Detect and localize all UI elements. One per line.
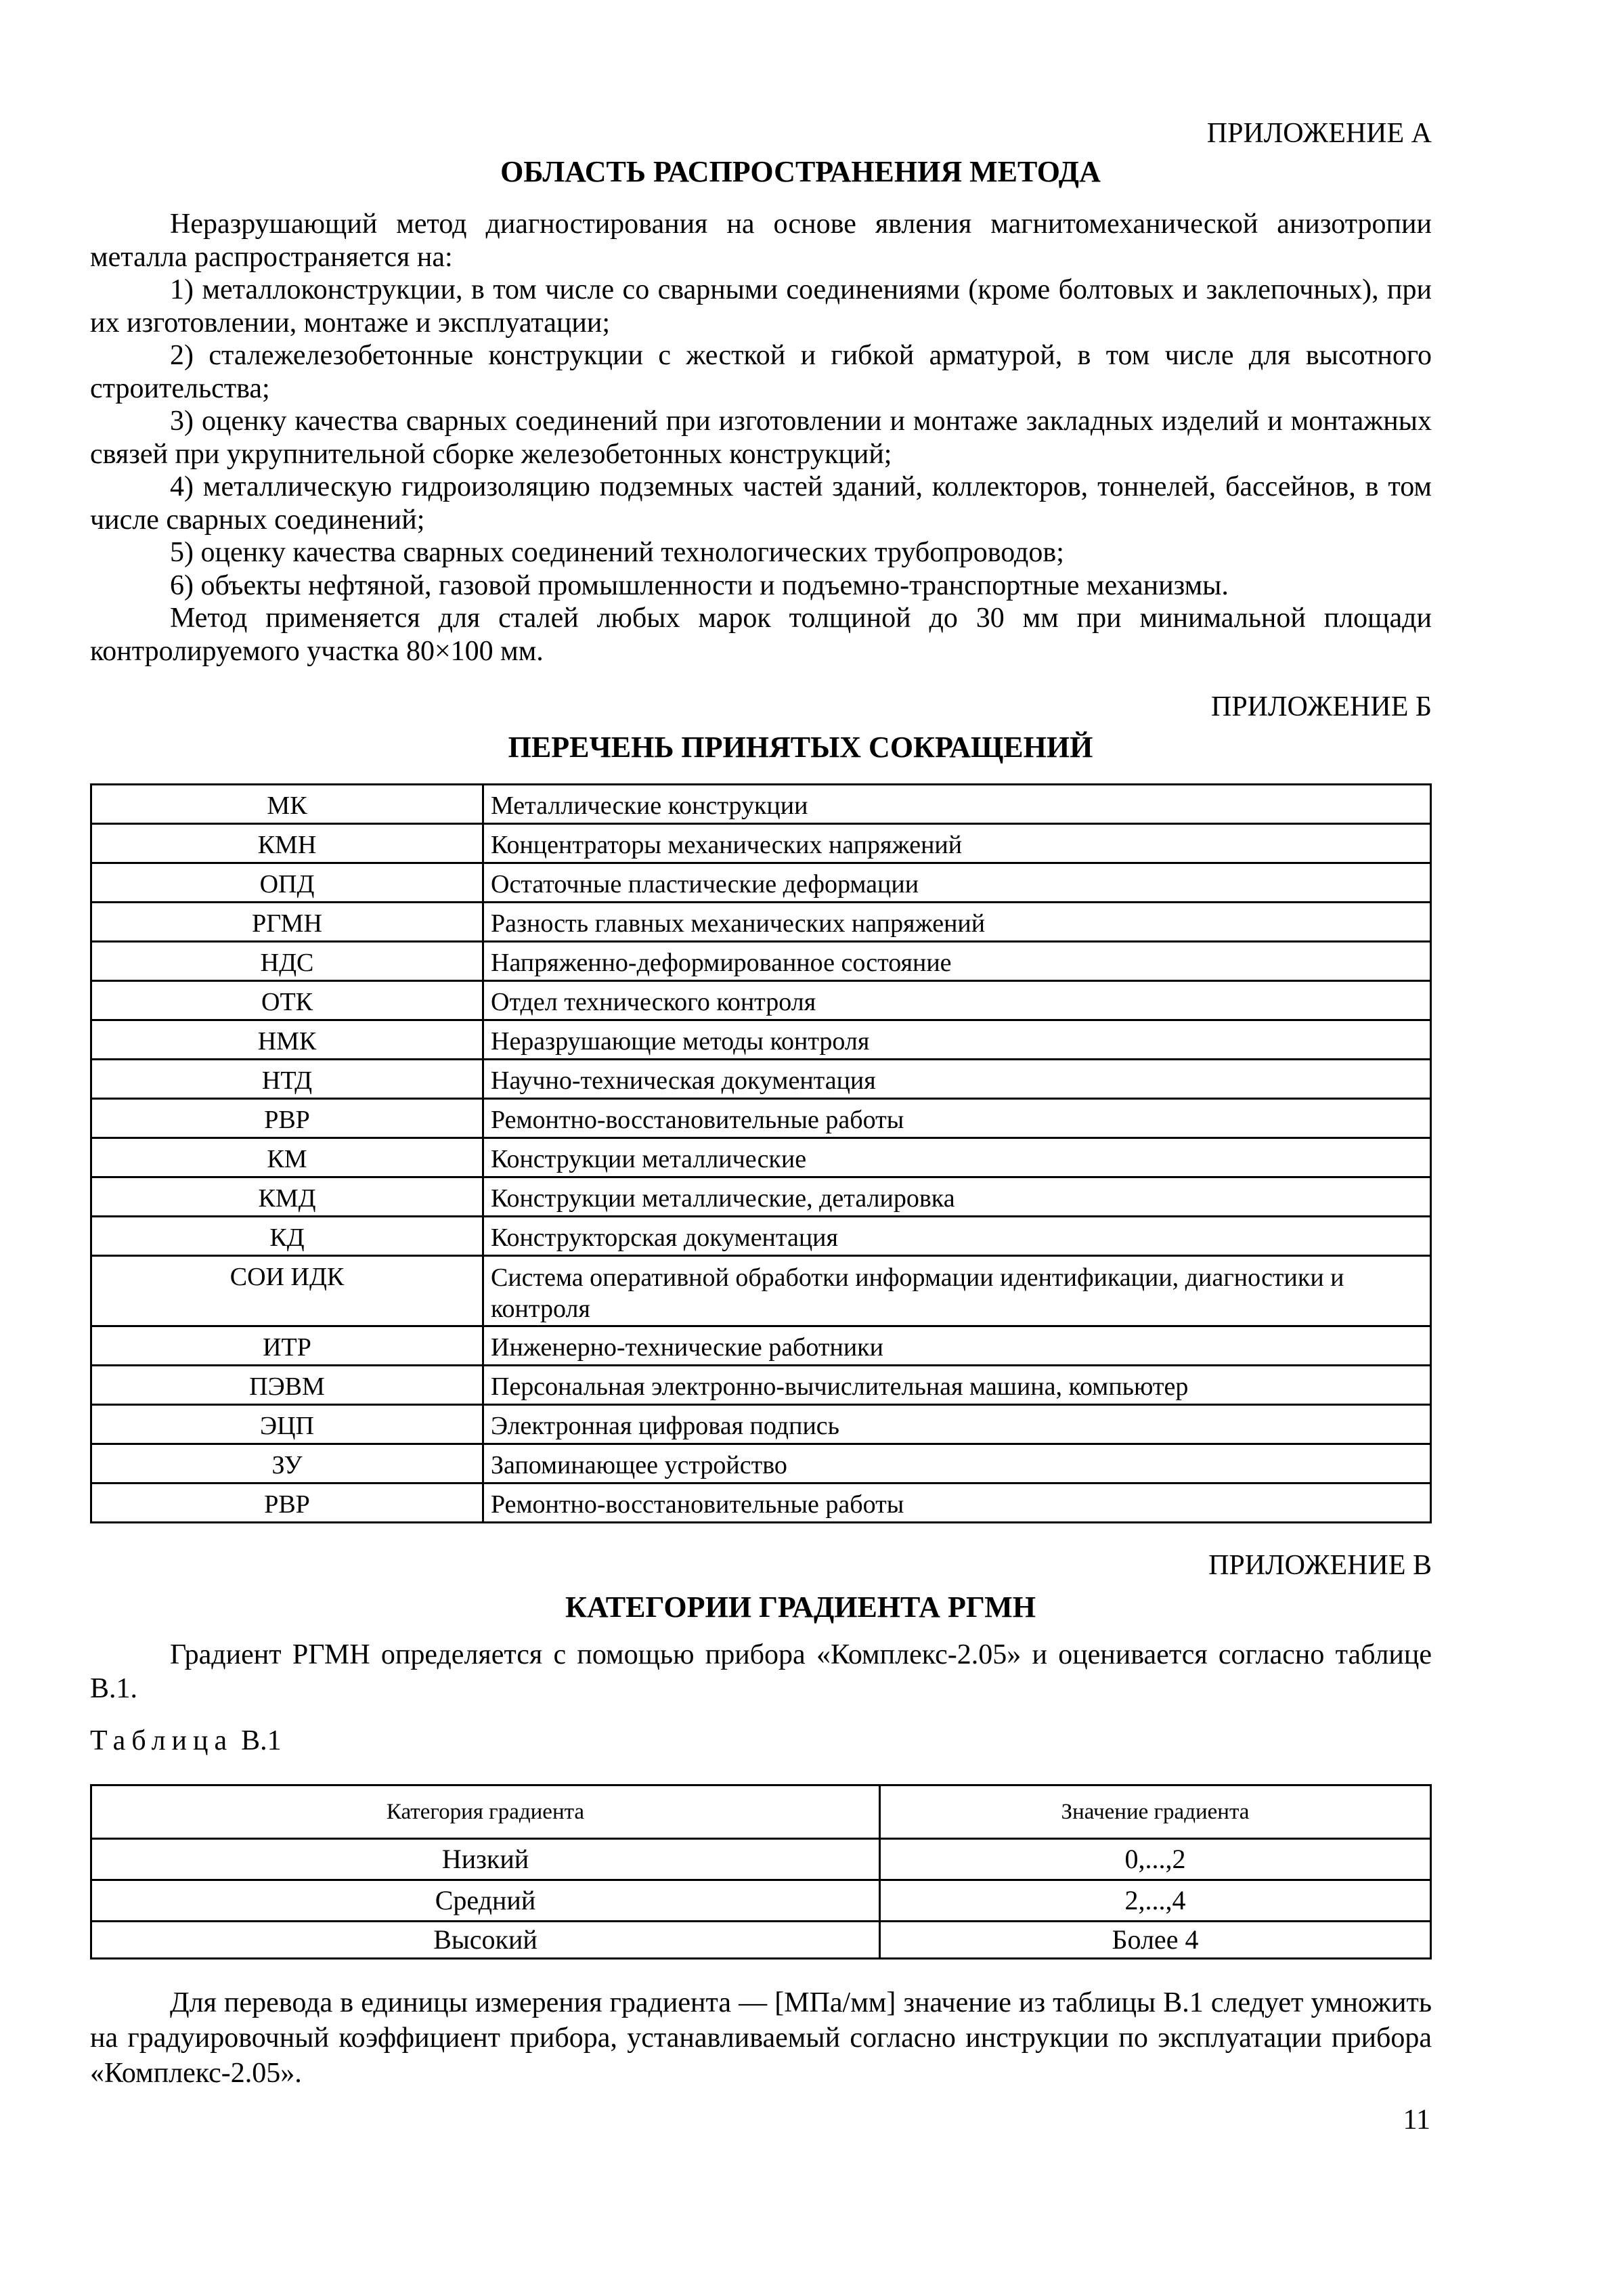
abbreviation-code: ИТР bbox=[91, 1326, 483, 1366]
table-row bbox=[91, 1177, 1431, 1217]
abbreviation-meaning: Отдел технического контроля bbox=[483, 981, 1431, 1020]
abbreviations-table bbox=[90, 783, 1432, 1523]
table-row bbox=[91, 1405, 1431, 1444]
abbreviation-code: КМ bbox=[91, 1138, 483, 1177]
appendix-b-label: ПРИЛОЖЕНИЕ Б bbox=[1210, 691, 1432, 722]
table-row bbox=[91, 1326, 1431, 1366]
gradient-category: Высокий bbox=[91, 1922, 880, 1959]
table-row bbox=[91, 1099, 1431, 1138]
abbreviation-meaning: Конструкции металлические bbox=[483, 1138, 1431, 1177]
abbreviation-code: РВР bbox=[91, 1483, 483, 1523]
list-item: 3) оценку качества сварных соединений при изготовлении и монтаже закладных изделий и монтажных связей при укрупнительной сборке железобетонных конструкций; bbox=[90, 406, 1432, 470]
appendix-a-title: ОБЛАСТЬ РАСПРОСТРАНЕНИЯ МЕТОДА bbox=[500, 155, 1101, 188]
abbreviation-code: МК bbox=[91, 785, 483, 824]
list-item: 1) металлоконструкции, в том числе со сварными соединениями (кроме болтовых и заклепочных), при их изготовлении, монтаже и эксплуатации; bbox=[90, 274, 1432, 339]
table-row bbox=[91, 1138, 1431, 1177]
paragraph: Градиент РГМН определяется с помощью прибора «Комплекс-2.05» и оценивается согласно таблице В.1. bbox=[90, 1639, 1432, 1704]
table-row bbox=[91, 1020, 1431, 1060]
abbreviation-code: СОИ ИДК bbox=[91, 1256, 483, 1326]
abbreviation-meaning: Конструкторская документация bbox=[483, 1217, 1431, 1256]
table-row bbox=[91, 1366, 1431, 1405]
table-row bbox=[91, 1217, 1431, 1256]
appendix-a-label: ПРИЛОЖЕНИЕ А bbox=[1206, 118, 1432, 149]
abbreviation-meaning: Электронная цифровая подпись bbox=[483, 1405, 1431, 1444]
abbreviation-code: КМД bbox=[91, 1177, 483, 1217]
table-caption-number: В.1 bbox=[241, 1725, 282, 1756]
table-row bbox=[91, 1880, 1431, 1922]
table-row bbox=[91, 1839, 1431, 1880]
gradient-category: Низкий bbox=[91, 1839, 880, 1880]
abbreviation-meaning: Остаточные пластические деформации bbox=[483, 863, 1431, 903]
table-caption-word: Таблица bbox=[90, 1725, 234, 1756]
list-item: 5) оценку качества сварных соединений технологических трубопроводов; bbox=[170, 537, 1064, 568]
abbreviation-code: ЭЦП bbox=[91, 1405, 483, 1444]
table-row bbox=[91, 903, 1431, 942]
appendix-a-body bbox=[90, 208, 1432, 668]
table-row bbox=[91, 981, 1431, 1020]
abbreviation-meaning: Металлические конструкции bbox=[483, 785, 1431, 824]
list-item: 6) объекты нефтяной, газовой промышленности и подъемно-транспортные механизмы. bbox=[170, 569, 1229, 601]
table-row bbox=[91, 1256, 1431, 1326]
abbreviation-meaning: Концентраторы механических напряжений bbox=[483, 824, 1431, 863]
abbreviation-meaning: Инженерно-технические работники bbox=[483, 1326, 1431, 1366]
list-item: 2) сталежелезобетонные конструкции с жесткой и гибкой арматурой, в том числе для высотного строительства; bbox=[90, 340, 1432, 404]
paragraph: Неразрушающий метод диагностирования на основе явления магнитомеханической анизотропии металла распространяется на: bbox=[90, 209, 1432, 273]
abbreviation-code: ЗУ bbox=[91, 1444, 483, 1483]
gradient-value: 2,...,4 bbox=[880, 1880, 1431, 1922]
gradient-category: Средний bbox=[91, 1880, 880, 1922]
abbreviation-code: НМК bbox=[91, 1020, 483, 1060]
abbreviation-meaning: Персональная электронно-вычислительная машина, компьютер bbox=[483, 1366, 1431, 1405]
abbreviation-meaning: Конструкции металлические, деталировка bbox=[483, 1177, 1431, 1217]
gradient-value: 0,...,2 bbox=[880, 1839, 1431, 1880]
table-row bbox=[91, 1483, 1431, 1523]
list-item: 4) металлическую гидроизоляцию подземных частей зданий, коллекторов, тоннелей, бассейнов, в том числе сварных соединений; bbox=[90, 471, 1432, 536]
abbreviation-meaning: Система оперативной обработки информации идентификации, диагностики и контроля bbox=[483, 1256, 1431, 1326]
abbreviation-meaning: Неразрушающие методы контроля bbox=[483, 1020, 1431, 1060]
table-header-row bbox=[91, 1785, 1431, 1839]
abbreviation-meaning: Ремонтно-восстановительные работы bbox=[483, 1483, 1431, 1523]
column-header-category: Категория градиента bbox=[91, 1785, 880, 1839]
table-row bbox=[91, 1060, 1431, 1099]
table-row bbox=[91, 824, 1431, 863]
abbreviation-code: НТД bbox=[91, 1060, 483, 1099]
table-row bbox=[91, 785, 1431, 824]
page-number: 11 bbox=[1403, 2104, 1430, 2136]
appendix-v-outro bbox=[90, 1985, 1432, 2091]
column-header-value: Значение градиента bbox=[880, 1785, 1431, 1839]
abbreviation-code: КМН bbox=[91, 824, 483, 863]
appendix-v-intro bbox=[90, 1638, 1432, 1706]
paragraph: Для перевода в единицы измерения градиента — [МПа/мм] значение из таблицы В.1 следует умножить на градуировочный коэффициент прибора, устанавливаемый согласно инструкции по эксплуатации прибора «Комплекс-2.05». bbox=[90, 1987, 1432, 2089]
abbreviation-code: ПЭВМ bbox=[91, 1366, 483, 1405]
table-row bbox=[91, 1922, 1431, 1959]
abbreviation-code: ОПД bbox=[91, 863, 483, 903]
abbreviation-code: ОТК bbox=[91, 981, 483, 1020]
abbreviation-meaning: Напряженно-деформированное состояние bbox=[483, 942, 1431, 981]
table-caption bbox=[90, 1727, 282, 1755]
gradient-table bbox=[90, 1784, 1432, 1959]
abbreviation-code: РГМН bbox=[91, 903, 483, 942]
table-row bbox=[91, 863, 1431, 903]
table-row bbox=[91, 1444, 1431, 1483]
abbreviation-meaning: Запоминающее устройство bbox=[483, 1444, 1431, 1483]
abbreviation-meaning: Научно-техническая документация bbox=[483, 1060, 1431, 1099]
appendix-v-label: ПРИЛОЖЕНИЕ В bbox=[1208, 1550, 1432, 1581]
abbreviation-code: НДС bbox=[91, 942, 483, 981]
gradient-value: Более 4 bbox=[880, 1922, 1431, 1959]
appendix-v-title: КАТЕГОРИИ ГРАДИЕНТА РГМН bbox=[565, 1590, 1036, 1624]
table-row bbox=[91, 942, 1431, 981]
paragraph: Метод применяется для сталей любых марок толщиной до 30 мм при минимальной площади контролируемого участка 80×100 мм. bbox=[90, 603, 1432, 667]
appendix-b-title: ПЕРЕЧЕНЬ ПРИНЯТЫХ СОКРАЩЕНИЙ bbox=[508, 731, 1093, 764]
abbreviation-meaning: Разность главных механических напряжений bbox=[483, 903, 1431, 942]
abbreviation-meaning: Ремонтно-восстановительные работы bbox=[483, 1099, 1431, 1138]
abbreviation-code: РВР bbox=[91, 1099, 483, 1138]
abbreviation-code: КД bbox=[91, 1217, 483, 1256]
